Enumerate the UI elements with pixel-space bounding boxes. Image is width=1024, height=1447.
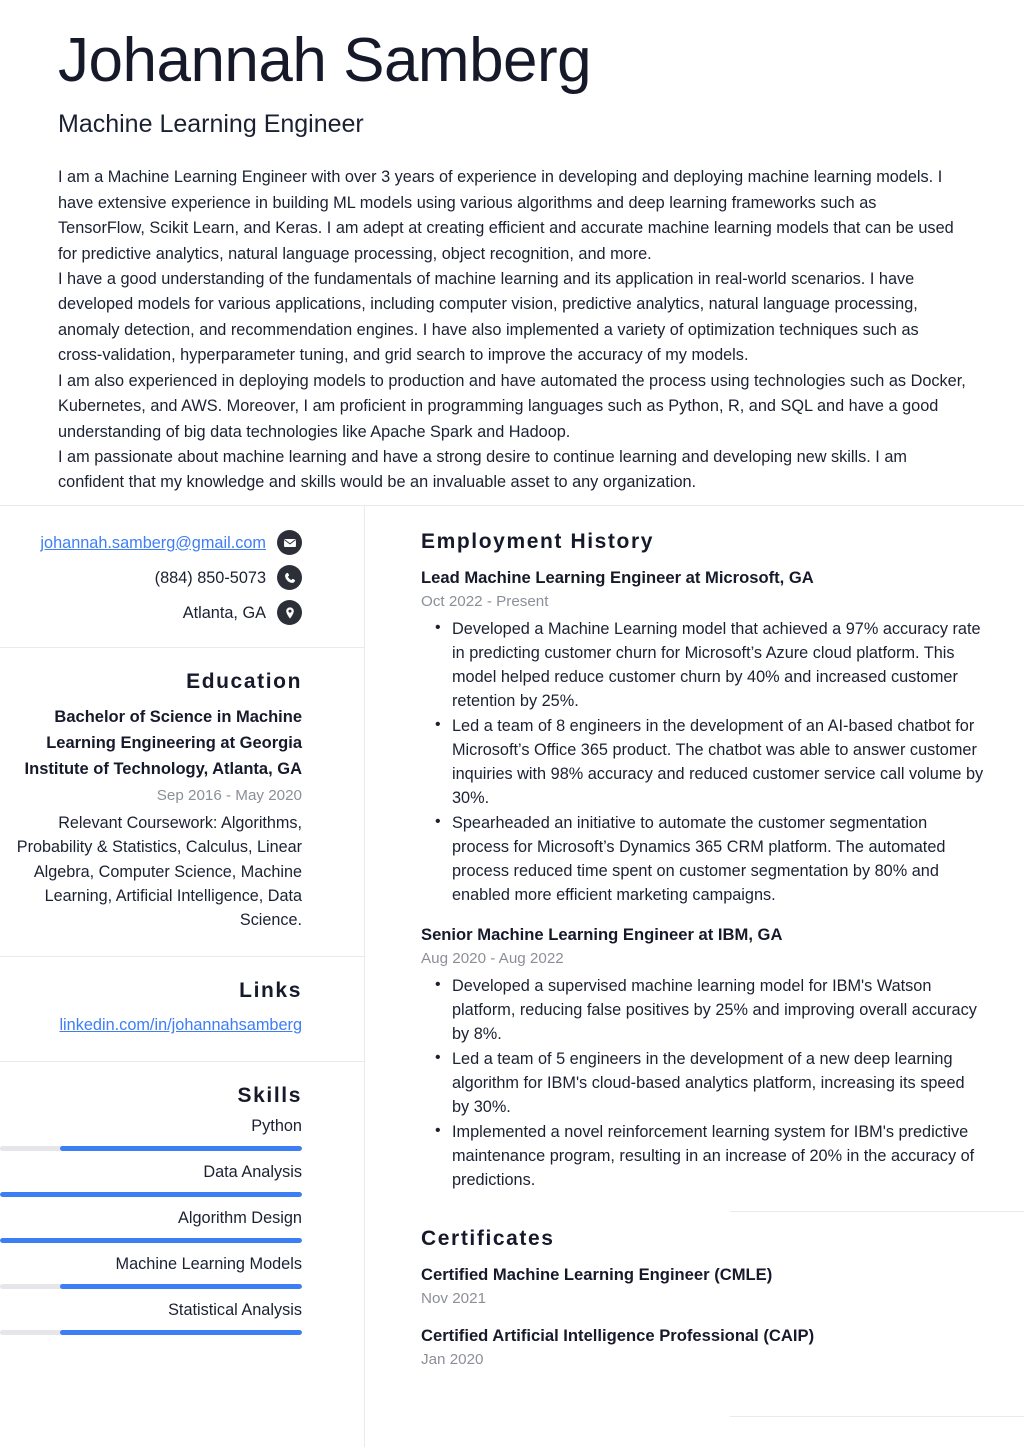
bullet-item: • Developed a supervised machine learning model for IBM's Watson platform, reducing false positives by 25% and improving overall accuracy by 8%. bbox=[450, 974, 984, 1046]
phone-number: (884) 850-5073 bbox=[154, 568, 266, 587]
skill-bar-track bbox=[0, 1238, 302, 1243]
certificate-entry bbox=[421, 1324, 984, 1371]
certificate-date: Nov 2021 bbox=[421, 1290, 487, 1307]
sidebar bbox=[0, 506, 365, 1447]
skill-item bbox=[0, 1206, 302, 1243]
location-text: Atlanta, GA bbox=[182, 603, 266, 622]
skill-bar-track bbox=[0, 1146, 302, 1151]
skills-section bbox=[0, 1061, 364, 1335]
education-section-title: Education bbox=[186, 670, 302, 693]
employment-bullets bbox=[421, 974, 984, 1192]
education-dates: Sep 2016 - May 2020 bbox=[156, 787, 302, 804]
certificates-title: Certificates bbox=[421, 1227, 555, 1250]
contact-row-phone[interactable] bbox=[0, 565, 302, 590]
job-title-subtitle: Machine Learning Engineer bbox=[58, 110, 364, 139]
employment-history-section bbox=[365, 506, 1024, 1192]
skill-bar-fill bbox=[60, 1330, 302, 1335]
skill-bar-track bbox=[0, 1330, 302, 1335]
certificates-divider bbox=[730, 1211, 1024, 1212]
skill-bar-track bbox=[0, 1284, 302, 1289]
linkedin-link[interactable]: linkedin.com/in/johannahsamberg bbox=[59, 1016, 302, 1035]
bullet-item: • Developed a Machine Learning model that achieved a 97% accuracy rate in predicting customer churn for Microsoft’s Azure cloud platform. This model helped reduce customer churn by 40% and increased customer retention by 25%. bbox=[450, 617, 984, 713]
contact-details bbox=[0, 506, 364, 647]
skill-bar-fill bbox=[0, 1238, 302, 1243]
certificate-name: Certified Artificial Intelligence Professional (CAIP) bbox=[421, 1326, 815, 1345]
page-title: Johannah Samberg bbox=[58, 26, 592, 95]
skills-section-title: Skills bbox=[237, 1084, 302, 1108]
resume-header bbox=[0, 0, 1024, 496]
employment-dates: Aug 2020 - Aug 2022 bbox=[421, 950, 564, 967]
summary-paragraph: I am also experienced in deploying models to production and have automated the process using technologies such as Docker, Kubernetes, and AWS. Moreover, I am proficient in programming languages such as Python, R, and SQL and have a good understanding of big data technologies like Apache Spark and Hadoop. bbox=[58, 371, 966, 441]
bullet-item: • Led a team of 8 engineers in the development of an AI-based chatbot for Microsoft’s Office 365 product. The chatbot was able to answer customer inquiries with 98% accuracy and reduced customer service call volume by 30%. bbox=[450, 714, 984, 810]
summary-paragraph: I am a Machine Learning Engineer with over 3 years of experience in developing and deploying machine learning models. I have extensive experience in building ML models using various algorithms and deep learning frameworks such as TensorFlow, Scikit Learn, and Keras. I am adept at creating efficient and accurate machine learning models that can be used for predictive analytics, natural language processing, object recognition, and more. bbox=[58, 168, 954, 263]
education-degree: Bachelor of Science in Machine Learning Engineering at Georgia Institute of Technology, Atlanta, GA bbox=[24, 708, 302, 778]
professional-summary bbox=[58, 165, 966, 495]
bullet-item: • Led a team of 5 engineers in the development of a new deep learning algorithm for IBM's cloud-based analytics platform, increasing its speed by 30%. bbox=[450, 1047, 984, 1119]
skill-item bbox=[0, 1114, 302, 1151]
certificates-section bbox=[365, 1193, 1024, 1371]
links-section bbox=[0, 956, 364, 1061]
education-description: Relevant Coursework: Algorithms, Probability & Statistics, Calculus, Linear Algebra, Computer Science, Machine Learning, Artificial Intelligence, Data Science. bbox=[16, 814, 302, 930]
certificate-entry bbox=[421, 1263, 984, 1310]
bullet-item: • Implemented a novel reinforcement learning system for IBM's predictive maintenance program, resulting in an increase of 20% in the accuracy of predictions. bbox=[450, 1120, 984, 1192]
employment-history-title: Employment History bbox=[421, 530, 655, 553]
certificate-date: Jan 2020 bbox=[421, 1351, 484, 1368]
certificate-name: Certified Machine Learning Engineer (CMLE) bbox=[421, 1265, 773, 1284]
skill-bar-fill bbox=[60, 1146, 302, 1151]
employment-bullets bbox=[421, 617, 984, 907]
employment-job-title: Senior Machine Learning Engineer at IBM, GA bbox=[421, 925, 783, 944]
contact-row-location bbox=[0, 600, 302, 625]
skill-item bbox=[0, 1160, 302, 1197]
skill-item bbox=[0, 1298, 302, 1335]
skill-label: Statistical Analysis bbox=[168, 1301, 302, 1320]
employment-entry bbox=[421, 566, 984, 907]
envelope-icon bbox=[277, 530, 302, 555]
contact-row-email[interactable] bbox=[0, 530, 302, 555]
skill-bar-track bbox=[0, 1192, 302, 1197]
skill-bar-fill bbox=[60, 1284, 302, 1289]
email-link[interactable]: johannah.samberg@gmail.com bbox=[40, 533, 266, 552]
education-section bbox=[0, 647, 364, 956]
employment-job-title: Lead Machine Learning Engineer at Microsoft, GA bbox=[421, 568, 814, 587]
skill-label: Data Analysis bbox=[203, 1163, 302, 1182]
main-content bbox=[365, 506, 1024, 1447]
skill-item bbox=[0, 1252, 302, 1289]
phone-icon bbox=[277, 565, 302, 590]
resume-body bbox=[0, 506, 1024, 1447]
employment-entry bbox=[421, 923, 984, 1192]
employment-dates: Oct 2022 - Present bbox=[421, 593, 549, 610]
summary-paragraph: I am passionate about machine learning and have a strong desire to continue learning and developing new skills. I am confident that my knowledge and skills would be an invaluable asset to any organization. bbox=[58, 447, 907, 492]
skill-bar-fill bbox=[0, 1192, 302, 1197]
summary-paragraph: I have a good understanding of the fundamentals of machine learning and its application in real-world scenarios. I have developed models for various applications, including computer vision, predictive analytics, natural language processing, anomaly detection, and recommendation engines. I have also implemented a variety of optimization techniques such as cross-validation, hyperparameter tuning, and grid search to improve the accuracy of my models. bbox=[58, 270, 919, 365]
location-pin-icon bbox=[277, 600, 302, 625]
bullet-item: • Spearheaded an initiative to automate the customer segmentation process for Microsoft’s Dynamics 365 CRM platform. The automated process reduced time spent on customer segmentation by 80% and enabled more efficient marketing campaigns. bbox=[450, 811, 984, 907]
skill-label: Machine Learning Models bbox=[115, 1255, 302, 1274]
skill-label: Algorithm Design bbox=[178, 1209, 302, 1228]
skill-label: Python bbox=[251, 1117, 302, 1136]
links-section-title: Links bbox=[239, 979, 302, 1003]
bottom-divider bbox=[730, 1416, 1024, 1417]
